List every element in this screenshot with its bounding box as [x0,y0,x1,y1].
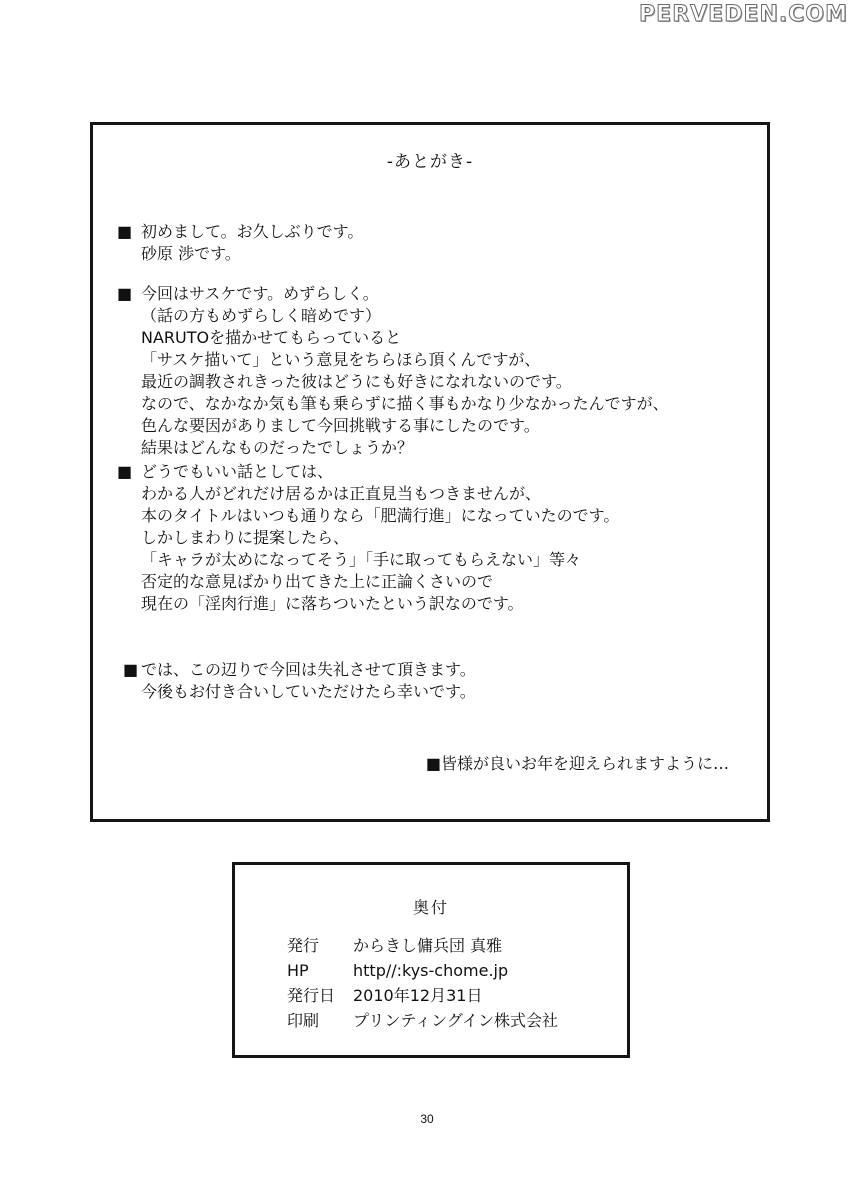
afterword-line: 色んな要因がありまして今回挑戦する事にしたのです。 [141,416,540,435]
afterword-box [90,122,770,822]
colophon-value: 2010年12月31日 [353,986,483,1005]
afterword-line: ■ どうでもいい話としては、 [141,461,747,483]
colophon-value: プリンティングイン株式会社 [353,1011,558,1030]
afterword-closing: ■皆様が良いお年を迎えられますように… [425,754,729,773]
afterword-line: 「サスケ描いて」という意見をちらほら頂くんですが、 [141,350,541,369]
afterword-line: 否定的な意見ばかり出てきた上に正論くさいので [141,572,494,591]
afterword-line: わかる人がどれだけ居るかは正直見当もつきませんが、 [141,484,542,503]
afterword-section-sasuke [141,283,747,459]
colophon-label: 発行日 [287,986,336,1005]
site-watermark: PERVEDEN.COM [639,2,848,27]
afterword-line: ■ 今回はサスケです。めずらしく。 [141,283,747,305]
afterword-line: しかしまわりに提案したら、 [141,528,350,547]
afterword-section-greeting [141,221,747,265]
colophon-value: からきし傭兵団 真雅 [353,936,503,955]
afterword-section-title-story [141,461,747,615]
afterword-line: （話の方もめずらしく暗めです） [141,306,382,325]
page-number: 30 [420,1112,434,1126]
colophon-rows [287,933,558,1033]
afterword-line: 最近の調教されきった彼はどうにも好きになれないのです。 [141,372,572,391]
colophon-row-date [287,983,558,1008]
afterword-line: 本のタイトルはいつも通りなら「肥満行進」になっていたのです。 [141,506,620,525]
afterword-line: なので、なかなか気も筆も乗らずに描く事もかなり少なかったんですが、 [141,394,669,413]
colophon-row-publisher [287,933,558,958]
afterword-line: NARUTOを描かせてもらっていると [141,328,402,347]
colophon-row-printer [287,1008,558,1033]
afterword-line: 現在の「淫肉行進」に落ちついたという訳なのです。 [141,594,524,613]
afterword-line: 「キャラが太めになってそう」「手に取ってもらえない」等々 [141,550,582,569]
colophon-label: 印刷 [287,1011,320,1030]
afterword-section-farewell [141,659,747,703]
afterword-line: ■ 初めまして。お久しぶりです。 [141,221,747,243]
colophon-label: 発行 [287,936,320,955]
afterword-line: 砂原 渉です。 [141,244,241,263]
afterword-title: -あとがき- [386,152,474,172]
colophon-box [232,862,630,1058]
afterword-line: 今後もお付き合いしていただけたら幸いです。 [141,682,476,701]
colophon-value: http//:kys-chome.jp [353,961,509,980]
afterword-line: 結果はどんなものだったでしょうか？ [141,438,414,457]
colophon-label: HP [287,961,309,980]
colophon-title: 奥付 [412,898,449,917]
afterword-line: ■ では、この辺りで今回は失礼させて頂きます。 [141,659,747,681]
colophon-row-homepage [287,958,558,983]
